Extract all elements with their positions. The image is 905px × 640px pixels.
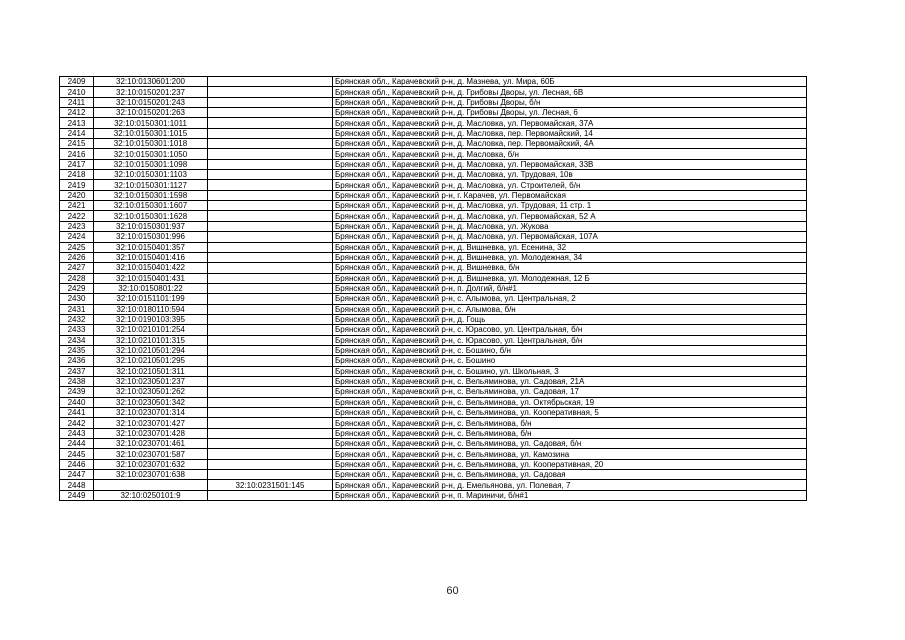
table-row bbox=[60, 470, 807, 480]
cadastral-number-cell: 32:10:0150401:357 bbox=[94, 242, 208, 252]
address-cell: Брянская обл., Карачевский р-н, д. Масловка, ул. Строителей, б/н bbox=[333, 180, 807, 190]
address-cell: Брянская обл., Карачевский р-н, д. Масловка, ул. Первомайская, 37А bbox=[333, 118, 807, 128]
cadastral-number-cell: 32:10:0150401:431 bbox=[94, 273, 208, 283]
secondary-cadastral-number-cell bbox=[208, 335, 333, 345]
row-number-cell: 2411 bbox=[60, 97, 94, 107]
address-cell: Брянская обл., Карачевский р-н, д. Вишневка, б/н bbox=[333, 263, 807, 273]
secondary-cadastral-number-cell bbox=[208, 263, 333, 273]
cadastral-number-cell: 32:10:0230701:632 bbox=[94, 459, 208, 469]
table-row bbox=[60, 108, 807, 118]
secondary-cadastral-number-cell bbox=[208, 428, 333, 438]
address-cell: Брянская обл., Карачевский р-н, д. Мазнева, ул. Мира, 60Б bbox=[333, 77, 807, 87]
cadastral-number-cell: 32:10:0150401:416 bbox=[94, 252, 208, 262]
cadastral-number-cell: 32:10:0190103:395 bbox=[94, 314, 208, 324]
cadastral-number-cell: 32:10:0230701:638 bbox=[94, 470, 208, 480]
cadastral-number-cell: 32:10:0130601:200 bbox=[94, 77, 208, 87]
row-number-cell: 2425 bbox=[60, 242, 94, 252]
secondary-cadastral-number-cell bbox=[208, 294, 333, 304]
row-number-cell: 2416 bbox=[60, 149, 94, 159]
row-number-cell: 2417 bbox=[60, 159, 94, 169]
row-number-cell: 2447 bbox=[60, 470, 94, 480]
secondary-cadastral-number-cell bbox=[208, 87, 333, 97]
secondary-cadastral-number-cell bbox=[208, 149, 333, 159]
address-cell: Брянская обл., Карачевский р-н, с. Вельяминова, ул. Садовая bbox=[333, 470, 807, 480]
row-number-cell: 2421 bbox=[60, 201, 94, 211]
table-row bbox=[60, 304, 807, 314]
secondary-cadastral-number-cell bbox=[208, 252, 333, 262]
table-row bbox=[60, 335, 807, 345]
secondary-cadastral-number-cell bbox=[208, 325, 333, 335]
table-row bbox=[60, 232, 807, 242]
secondary-cadastral-number-cell bbox=[208, 139, 333, 149]
table-row bbox=[60, 376, 807, 386]
secondary-cadastral-number-cell bbox=[208, 77, 333, 87]
table-row bbox=[60, 242, 807, 252]
row-number-cell: 2436 bbox=[60, 356, 94, 366]
row-number-cell: 2410 bbox=[60, 87, 94, 97]
secondary-cadastral-number-cell bbox=[208, 180, 333, 190]
cadastral-number-cell: 32:10:0230701:427 bbox=[94, 418, 208, 428]
address-cell: Брянская обл., Карачевский р-н, с. Алымова, ул. Центральная, 2 bbox=[333, 294, 807, 304]
address-cell: Брянская обл., Карачевский р-н, с. Вельяминова, б/н bbox=[333, 418, 807, 428]
address-cell: Брянская обл., Карачевский р-н, д. Грибовы Дворы, ул. Лесная, 6 bbox=[333, 108, 807, 118]
address-cell: Брянская обл., Карачевский р-н, п. Долгий, б/н#1 bbox=[333, 283, 807, 293]
table-row bbox=[60, 221, 807, 231]
address-cell: Брянская обл., Карачевский р-н, д. Масловка, пер. Первомайский, 14 bbox=[333, 128, 807, 138]
secondary-cadastral-number-cell bbox=[208, 397, 333, 407]
address-cell: Брянская обл., Карачевский р-н, д. Масловка, пер. Первомайский, 4А bbox=[333, 139, 807, 149]
row-number-cell: 2444 bbox=[60, 439, 94, 449]
table-row bbox=[60, 273, 807, 283]
address-cell: Брянская обл., Карачевский р-н, д. Емельянова, ул. Полевая, 7 bbox=[333, 480, 807, 490]
address-cell: Брянская обл., Карачевский р-н, с. Вельяминова, ул. Садовая, б/н bbox=[333, 439, 807, 449]
row-number-cell: 2415 bbox=[60, 139, 94, 149]
table-row bbox=[60, 294, 807, 304]
address-cell: Брянская обл., Карачевский р-н, д. Масловка, ул. Первомайская, 33В bbox=[333, 159, 807, 169]
secondary-cadastral-number-cell bbox=[208, 128, 333, 138]
table-row bbox=[60, 283, 807, 293]
cadastral-number-cell bbox=[94, 480, 208, 490]
cadastral-number-cell: 32:10:0150301:1127 bbox=[94, 180, 208, 190]
secondary-cadastral-number-cell bbox=[208, 449, 333, 459]
property-register-table bbox=[59, 76, 807, 501]
table-row bbox=[60, 180, 807, 190]
address-cell: Брянская обл., Карачевский р-н, с. Вельяминова, ул. Октябрьская, 19 bbox=[333, 397, 807, 407]
cadastral-number-cell: 32:10:0230701:428 bbox=[94, 428, 208, 438]
row-number-cell: 2431 bbox=[60, 304, 94, 314]
cadastral-number-cell: 32:10:0150301:1015 bbox=[94, 128, 208, 138]
table-row bbox=[60, 490, 807, 500]
secondary-cadastral-number-cell bbox=[208, 490, 333, 500]
address-cell: Брянская обл., Карачевский р-н, д. Масловка, ул. Трудовая, 10в bbox=[333, 170, 807, 180]
cadastral-number-cell: 32:10:0210501:294 bbox=[94, 345, 208, 355]
address-cell: Брянская обл., Карачевский р-н, с. Бошино, ул. Школьная, 3 bbox=[333, 366, 807, 376]
address-cell: Брянская обл., Карачевский р-н, с. Вельяминова, б/н bbox=[333, 428, 807, 438]
row-number-cell: 2437 bbox=[60, 366, 94, 376]
cadastral-number-cell: 32:10:0150301:937 bbox=[94, 221, 208, 231]
secondary-cadastral-number-cell bbox=[208, 170, 333, 180]
row-number-cell: 2445 bbox=[60, 449, 94, 459]
secondary-cadastral-number-cell: 32:10:0231501:145 bbox=[208, 480, 333, 490]
row-number-cell: 2420 bbox=[60, 190, 94, 200]
row-number-cell: 2419 bbox=[60, 180, 94, 190]
row-number-cell: 2429 bbox=[60, 283, 94, 293]
row-number-cell: 2422 bbox=[60, 211, 94, 221]
table-row bbox=[60, 345, 807, 355]
secondary-cadastral-number-cell bbox=[208, 232, 333, 242]
secondary-cadastral-number-cell bbox=[208, 387, 333, 397]
address-cell: Брянская обл., Карачевский р-н, с. Вельяминова, ул. Камозина bbox=[333, 449, 807, 459]
table-row bbox=[60, 325, 807, 335]
secondary-cadastral-number-cell bbox=[208, 273, 333, 283]
address-cell: Брянская обл., Карачевский р-н, д. Вишневка, ул. Молодежная, 12 Б bbox=[333, 273, 807, 283]
cadastral-number-cell: 32:10:0150301:1607 bbox=[94, 201, 208, 211]
secondary-cadastral-number-cell bbox=[208, 211, 333, 221]
table-row bbox=[60, 263, 807, 273]
cadastral-number-cell: 32:10:0230701:314 bbox=[94, 408, 208, 418]
address-cell: Брянская обл., Карачевский р-н, с. Бошино bbox=[333, 356, 807, 366]
row-number-cell: 2414 bbox=[60, 128, 94, 138]
address-cell: Брянская обл., Карачевский р-н, п. Мариничи, б/н#1 bbox=[333, 490, 807, 500]
table-row bbox=[60, 128, 807, 138]
secondary-cadastral-number-cell bbox=[208, 221, 333, 231]
row-number-cell: 2446 bbox=[60, 459, 94, 469]
address-cell: Брянская обл., Карачевский р-н, с. Юрасово, ул. Центральная, б/н bbox=[333, 335, 807, 345]
secondary-cadastral-number-cell bbox=[208, 366, 333, 376]
secondary-cadastral-number-cell bbox=[208, 418, 333, 428]
secondary-cadastral-number-cell bbox=[208, 190, 333, 200]
row-number-cell: 2430 bbox=[60, 294, 94, 304]
secondary-cadastral-number-cell bbox=[208, 201, 333, 211]
cadastral-number-cell: 32:10:0210501:311 bbox=[94, 366, 208, 376]
cadastral-number-cell: 32:10:0150301:1598 bbox=[94, 190, 208, 200]
secondary-cadastral-number-cell bbox=[208, 283, 333, 293]
address-cell: Брянская обл., Карачевский р-н, с. Вельяминова, ул. Кооперативная, 5 bbox=[333, 408, 807, 418]
secondary-cadastral-number-cell bbox=[208, 459, 333, 469]
table-row bbox=[60, 314, 807, 324]
address-cell: Брянская обл., Карачевский р-н, с. Вельяминова, ул. Садовая, 21А bbox=[333, 376, 807, 386]
row-number-cell: 2432 bbox=[60, 314, 94, 324]
cadastral-number-cell: 32:10:0180110:594 bbox=[94, 304, 208, 314]
row-number-cell: 2442 bbox=[60, 418, 94, 428]
row-number-cell: 2428 bbox=[60, 273, 94, 283]
row-number-cell: 2424 bbox=[60, 232, 94, 242]
table-row bbox=[60, 97, 807, 107]
secondary-cadastral-number-cell bbox=[208, 470, 333, 480]
cadastral-number-cell: 32:10:0150401:422 bbox=[94, 263, 208, 273]
secondary-cadastral-number-cell bbox=[208, 159, 333, 169]
table-row bbox=[60, 459, 807, 469]
row-number-cell: 2440 bbox=[60, 397, 94, 407]
secondary-cadastral-number-cell bbox=[208, 345, 333, 355]
cadastral-number-cell: 32:10:0230501:262 bbox=[94, 387, 208, 397]
secondary-cadastral-number-cell bbox=[208, 376, 333, 386]
cadastral-number-cell: 32:10:0210101:254 bbox=[94, 325, 208, 335]
address-cell: Брянская обл., Карачевский р-н, д. Гощь bbox=[333, 314, 807, 324]
secondary-cadastral-number-cell bbox=[208, 118, 333, 128]
row-number-cell: 2412 bbox=[60, 108, 94, 118]
row-number-cell: 2433 bbox=[60, 325, 94, 335]
address-cell: Брянская обл., Карачевский р-н, г. Карачев, ул. Первомайская bbox=[333, 190, 807, 200]
table-row bbox=[60, 77, 807, 87]
cadastral-number-cell: 32:10:0230501:342 bbox=[94, 397, 208, 407]
address-cell: Брянская обл., Карачевский р-н, с. Вельяминова, ул. Садовая, 17 bbox=[333, 387, 807, 397]
row-number-cell: 2438 bbox=[60, 376, 94, 386]
table-row bbox=[60, 397, 807, 407]
secondary-cadastral-number-cell bbox=[208, 304, 333, 314]
address-cell: Брянская обл., Карачевский р-н, д. Вишневка, ул. Молодежная, 34 bbox=[333, 252, 807, 262]
cadastral-number-cell: 32:10:0230701:461 bbox=[94, 439, 208, 449]
address-cell: Брянская обл., Карачевский р-н, д. Масловка, б/н bbox=[333, 149, 807, 159]
row-number-cell: 2427 bbox=[60, 263, 94, 273]
register-table-body bbox=[60, 77, 807, 501]
cadastral-number-cell: 32:10:0230501:237 bbox=[94, 376, 208, 386]
cadastral-number-cell: 32:10:0150801:22 bbox=[94, 283, 208, 293]
table-row bbox=[60, 428, 807, 438]
address-cell: Брянская обл., Карачевский р-н, д. Масловка, ул. Первомайская, 107А bbox=[333, 232, 807, 242]
address-cell: Брянская обл., Карачевский р-н, с. Вельяминова, ул. Кооперативная, 20 bbox=[333, 459, 807, 469]
address-cell: Брянская обл., Карачевский р-н, с. Алымова, б/н bbox=[333, 304, 807, 314]
row-number-cell: 2441 bbox=[60, 408, 94, 418]
secondary-cadastral-number-cell bbox=[208, 242, 333, 252]
page-number: 60 bbox=[446, 585, 459, 597]
table-row bbox=[60, 149, 807, 159]
row-number-cell: 2439 bbox=[60, 387, 94, 397]
cadastral-number-cell: 32:10:0150301:1050 bbox=[94, 149, 208, 159]
table-row bbox=[60, 170, 807, 180]
row-number-cell: 2434 bbox=[60, 335, 94, 345]
table-row bbox=[60, 159, 807, 169]
table-row bbox=[60, 87, 807, 97]
secondary-cadastral-number-cell bbox=[208, 439, 333, 449]
cadastral-number-cell: 32:10:0150301:1011 bbox=[94, 118, 208, 128]
cadastral-number-cell: 32:10:0150301:1628 bbox=[94, 211, 208, 221]
row-number-cell: 2443 bbox=[60, 428, 94, 438]
address-cell: Брянская обл., Карачевский р-н, с. Юрасово, ул. Центральная, б/н bbox=[333, 325, 807, 335]
table-row bbox=[60, 439, 807, 449]
address-cell: Брянская обл., Карачевский р-н, д. Масловка, ул. Трудовая, 11 стр. 1 bbox=[333, 201, 807, 211]
table-row bbox=[60, 366, 807, 376]
cadastral-number-cell: 32:10:0150201:237 bbox=[94, 87, 208, 97]
row-number-cell: 2418 bbox=[60, 170, 94, 180]
table-row bbox=[60, 449, 807, 459]
address-cell: Брянская обл., Карачевский р-н, д. Грибовы Дворы, б/н bbox=[333, 97, 807, 107]
table-row bbox=[60, 418, 807, 428]
cadastral-number-cell: 32:10:0210101:315 bbox=[94, 335, 208, 345]
secondary-cadastral-number-cell bbox=[208, 314, 333, 324]
secondary-cadastral-number-cell bbox=[208, 108, 333, 118]
cadastral-number-cell: 32:10:0151101:199 bbox=[94, 294, 208, 304]
table-row bbox=[60, 387, 807, 397]
table-row bbox=[60, 408, 807, 418]
row-number-cell: 2448 bbox=[60, 480, 94, 490]
row-number-cell: 2426 bbox=[60, 252, 94, 262]
address-cell: Брянская обл., Карачевский р-н, с. Бошино, б/н bbox=[333, 345, 807, 355]
table-row bbox=[60, 356, 807, 366]
cadastral-number-cell: 32:10:0230701:587 bbox=[94, 449, 208, 459]
row-number-cell: 2423 bbox=[60, 221, 94, 231]
cadastral-number-cell: 32:10:0150201:243 bbox=[94, 97, 208, 107]
table-row bbox=[60, 211, 807, 221]
table-row bbox=[60, 139, 807, 149]
cadastral-number-cell: 32:10:0150301:1103 bbox=[94, 170, 208, 180]
cadastral-number-cell: 32:10:0150301:1098 bbox=[94, 159, 208, 169]
table-row bbox=[60, 190, 807, 200]
cadastral-number-cell: 32:10:0250101:9 bbox=[94, 490, 208, 500]
table-row bbox=[60, 252, 807, 262]
table-row bbox=[60, 480, 807, 490]
cadastral-number-cell: 32:10:0210501:295 bbox=[94, 356, 208, 366]
secondary-cadastral-number-cell bbox=[208, 97, 333, 107]
table-row bbox=[60, 201, 807, 211]
row-number-cell: 2449 bbox=[60, 490, 94, 500]
address-cell: Брянская обл., Карачевский р-н, д. Масловка, ул. Первомайская, 52 А bbox=[333, 211, 807, 221]
cadastral-number-cell: 32:10:0150201:263 bbox=[94, 108, 208, 118]
cadastral-number-cell: 32:10:0150301:996 bbox=[94, 232, 208, 242]
address-cell: Брянская обл., Карачевский р-н, д. Грибовы Дворы, ул. Лесная, 6В bbox=[333, 87, 807, 97]
cadastral-number-cell: 32:10:0150301:1018 bbox=[94, 139, 208, 149]
row-number-cell: 2413 bbox=[60, 118, 94, 128]
address-cell: Брянская обл., Карачевский р-н, д. Масловка, ул. Жукова bbox=[333, 221, 807, 231]
address-cell: Брянская обл., Карачевский р-н, д. Вишневка, ул. Есенина, 32 bbox=[333, 242, 807, 252]
secondary-cadastral-number-cell bbox=[208, 408, 333, 418]
row-number-cell: 2409 bbox=[60, 77, 94, 87]
table-row bbox=[60, 118, 807, 128]
row-number-cell: 2435 bbox=[60, 345, 94, 355]
secondary-cadastral-number-cell bbox=[208, 356, 333, 366]
